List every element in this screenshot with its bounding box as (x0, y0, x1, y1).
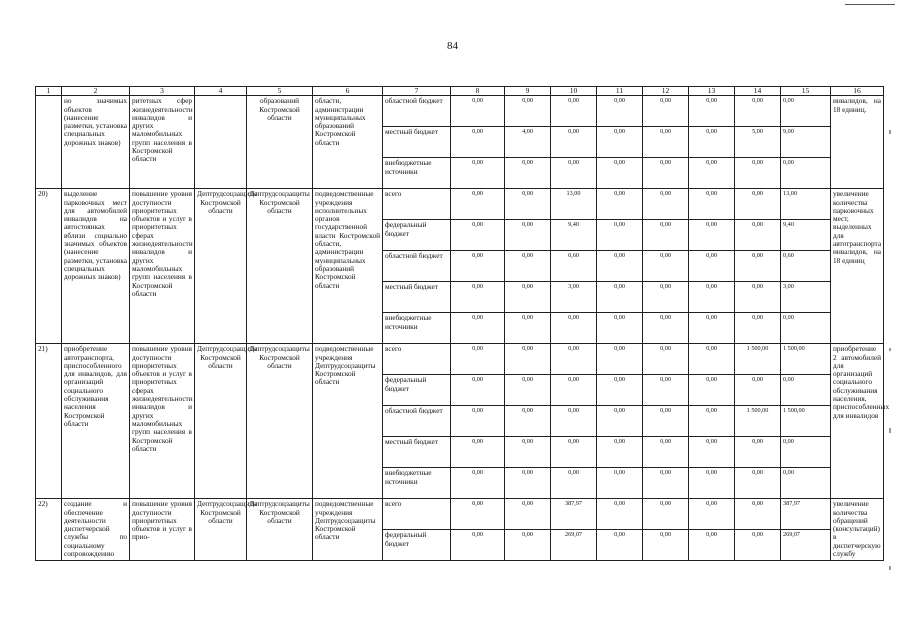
amount-cell: 0,00 (781, 313, 831, 344)
amount-cell: 0,00 (597, 313, 643, 344)
amount-cell: 0,00 (781, 468, 831, 499)
funding-source: всего (383, 499, 451, 530)
amount-cell: 3,00 (551, 282, 597, 313)
amount-cell: 0,00 (689, 313, 735, 344)
amount-cell: 0,00 (643, 158, 689, 189)
amount-cell: 0,00 (505, 158, 551, 189)
amount-cell: 0,60 (551, 251, 597, 282)
funding-source: внебюджетные источники (383, 158, 451, 189)
amount-cell: 0,00 (781, 375, 831, 406)
amount-cell: 0,00 (689, 468, 735, 499)
amount-cell: 0,00 (451, 499, 505, 530)
amount-cell: 0,00 (597, 499, 643, 530)
coexecutor: Дептрудсоцзащиты Костромской области (247, 189, 313, 344)
amount-cell: 0,00 (781, 96, 831, 127)
amount-cell: 0,00 (505, 406, 551, 437)
amount-cell: 0,00 (451, 437, 505, 468)
amount-cell: 0,00 (451, 158, 505, 189)
amount-cell: 0,00 (597, 530, 643, 561)
amount-cell: 0,00 (451, 375, 505, 406)
amount-cell: 0,00 (735, 251, 781, 282)
column-number: 6 (313, 87, 383, 96)
amount-cell: 0,00 (505, 499, 551, 530)
column-number: 5 (247, 87, 313, 96)
column-number: 15 (781, 87, 831, 96)
coexecutor: Дептрудсоцзащиты Костромской области (247, 499, 313, 561)
amount-cell: 0,00 (689, 251, 735, 282)
amount-cell: 0,00 (451, 468, 505, 499)
amount-cell: 387,97 (781, 499, 831, 530)
amount-cell: 0,00 (689, 189, 735, 220)
amount-cell: 269,07 (551, 530, 597, 561)
participants: подведомственные учреждения Дептрудсоцзащиты Костромской области (313, 344, 383, 499)
participants: подведомственные учреждения исполнительных органов государственной власти Костромской области, администрации муниципальных образований Костромской области (313, 189, 383, 344)
amount-cell: 0,00 (689, 158, 735, 189)
amount-cell: 0,00 (597, 251, 643, 282)
amount-cell: 0,00 (781, 158, 831, 189)
table-row (36, 96, 884, 127)
column-number: 16 (831, 87, 884, 96)
amount-cell: 0,00 (451, 530, 505, 561)
funding-source: местный бюджет (383, 127, 451, 158)
amount-cell: 0,00 (505, 220, 551, 251)
item-number: 21) (36, 344, 62, 499)
amount-cell: 0,00 (597, 158, 643, 189)
amount-cell: 0,00 (689, 499, 735, 530)
top-edge-line (845, 4, 895, 5)
responsible-executor: Дептрудсоцзащиты Костромской области (195, 189, 247, 344)
funding-source: всего (383, 344, 451, 375)
amount-cell: 0,00 (735, 437, 781, 468)
amount-cell: 0,00 (735, 499, 781, 530)
participants: подведомственные учреждения Дептрудсоцзащиты Костромской области (313, 499, 383, 561)
responsible-executor: Дептрудсоцзащиты Костромской области (195, 344, 247, 499)
amount-cell: 0,00 (451, 406, 505, 437)
amount-cell: 0,00 (451, 96, 505, 127)
coexecutor: Дептрудсоцзащиты Костромской области (247, 344, 313, 499)
amount-cell: 0,00 (505, 437, 551, 468)
amount-cell: 0,00 (643, 282, 689, 313)
funding-source: всего (383, 189, 451, 220)
amount-cell: 3,00 (781, 282, 831, 313)
amount-cell: 0,00 (643, 96, 689, 127)
amount-cell: 0,00 (643, 375, 689, 406)
amount-cell: 0,00 (689, 127, 735, 158)
amount-cell: 0,00 (451, 344, 505, 375)
amount-cell: 0,00 (597, 189, 643, 220)
measure-goal: повышение уровня доступности приоритетных объектов и услуг в приоритетных сферах жизнедеятельности инвалидов и других маломобильных групп населения в Костромской области (130, 344, 195, 499)
amount-cell: 0,00 (735, 530, 781, 561)
amount-cell: 13,00 (781, 189, 831, 220)
amount-cell: 0,00 (735, 375, 781, 406)
amount-cell: 0,00 (505, 282, 551, 313)
column-number: 7 (383, 87, 451, 96)
amount-cell: 0,00 (551, 127, 597, 158)
coexecutor: образований Костромской области (247, 96, 313, 189)
amount-cell: 0,00 (597, 406, 643, 437)
amount-cell: 1 500,00 (735, 406, 781, 437)
amount-cell: 0,00 (551, 375, 597, 406)
measure-goal: ритетных сфер жизнедеятельности инвалидов и других маломобильных групп населения в Костромской области (130, 96, 195, 189)
amount-cell: 0,00 (643, 313, 689, 344)
amount-cell: 0,00 (597, 344, 643, 375)
amount-cell: 1 500,00 (781, 344, 831, 375)
measure-goal: повышение уровня доступности приоритетных объектов и услуг в приоритетных сферах жизнедеятельности инвалидов и других маломобильных групп населения в Костромской области (130, 189, 195, 344)
amount-cell: 0,00 (505, 251, 551, 282)
funding-source: федеральный бюджет (383, 220, 451, 251)
amount-cell: 269,07 (781, 530, 831, 561)
funding-source: внебюджетные источники (383, 313, 451, 344)
amount-cell: 0,00 (451, 127, 505, 158)
responsible-executor (195, 96, 247, 189)
expected-result: приобретение 2 автомобилей для организаций социального обслуживания населения, приспособленных для инвалидов (831, 344, 884, 499)
amount-cell: 0,00 (597, 437, 643, 468)
column-number: 1 (36, 87, 62, 96)
column-number: 2 (62, 87, 130, 96)
amount-cell: 0,00 (505, 96, 551, 127)
program-table (35, 86, 890, 561)
amount-cell: 1 500,00 (735, 344, 781, 375)
amount-cell: 0,00 (643, 530, 689, 561)
amount-cell: 0,00 (597, 96, 643, 127)
amount-cell: 0,00 (689, 437, 735, 468)
column-number: 11 (597, 87, 643, 96)
amount-cell: 0,00 (505, 189, 551, 220)
amount-cell: 0,00 (597, 375, 643, 406)
amount-cell: 0,00 (689, 344, 735, 375)
amount-cell: 0,00 (735, 189, 781, 220)
column-number: 3 (130, 87, 195, 96)
amount-cell: 0,00 (689, 375, 735, 406)
amount-cell: 0,00 (551, 468, 597, 499)
amount-cell: 0,00 (643, 251, 689, 282)
amount-cell: 0,60 (781, 251, 831, 282)
scan-mark (889, 130, 891, 134)
amount-cell: 0,00 (689, 530, 735, 561)
amount-cell: 0,00 (551, 158, 597, 189)
funding-source: областной бюджет (383, 96, 451, 127)
amount-cell: 0,00 (551, 344, 597, 375)
amount-cell: 0,00 (643, 220, 689, 251)
amount-cell: 9,00 (781, 127, 831, 158)
amount-cell: 1 500,00 (781, 406, 831, 437)
amount-cell: 0,00 (735, 313, 781, 344)
amount-cell: 5,00 (735, 127, 781, 158)
amount-cell: 0,00 (643, 189, 689, 220)
expected-result: увеличение количества парковочных мест, выделенных для автотранспорта инвалидов, на 18 единиц (831, 189, 884, 344)
amount-cell: 0,00 (689, 406, 735, 437)
amount-cell: 387,97 (551, 499, 597, 530)
scan-mark (889, 428, 891, 433)
amount-cell: 0,00 (451, 189, 505, 220)
amount-cell: 0,00 (505, 530, 551, 561)
item-number: 20) (36, 189, 62, 344)
amount-cell: 13,00 (551, 189, 597, 220)
amount-cell: 0,00 (505, 468, 551, 499)
amount-cell: 0,00 (597, 282, 643, 313)
amount-cell: 0,00 (505, 375, 551, 406)
funding-source: внебюджетные источники (383, 468, 451, 499)
amount-cell: 0,00 (451, 251, 505, 282)
amount-cell: 0,00 (451, 313, 505, 344)
amount-cell: 0,00 (643, 406, 689, 437)
measure-goal: повышение уровня доступности приоритетных объектов и услуг в прио- (130, 499, 195, 561)
amount-cell: 0,00 (505, 344, 551, 375)
table-row (36, 499, 884, 530)
measure-name: но значимых объектов (нанесение разметки, установка специальных дорожных знаков) (62, 96, 130, 189)
funding-source: федеральный бюджет (383, 530, 451, 561)
amount-cell: 0,00 (643, 127, 689, 158)
column-number: 14 (735, 87, 781, 96)
column-number-row (36, 87, 884, 96)
amount-cell: 0,00 (689, 220, 735, 251)
amount-cell: 0,00 (735, 468, 781, 499)
amount-cell: 0,00 (643, 468, 689, 499)
amount-cell: 0,00 (643, 499, 689, 530)
measure-name: приобретение автотранспорта, приспособленного для инвалидов, для организаций социального обслуживания населения Костромской области (62, 344, 130, 499)
amount-cell: 0,00 (735, 220, 781, 251)
column-number: 4 (195, 87, 247, 96)
table-row (36, 344, 884, 375)
measure-name: выделение парковочных мест для автомобилей инвалидов на автостоянках вблизи социально значимых объектов (нанесение разметки, установка специальных дорожных знаков) (62, 189, 130, 344)
expected-result: увеличение количества обращений (консультаций) в диспетчерскую службу (831, 499, 884, 561)
amount-cell: 0,00 (735, 282, 781, 313)
column-number: 10 (551, 87, 597, 96)
amount-cell: 0,00 (735, 96, 781, 127)
amount-cell: 9,40 (781, 220, 831, 251)
column-number: 8 (451, 87, 505, 96)
measure-name: создание и обеспечение деятельности диспетчерской службы по социальному сопровождению (62, 499, 130, 561)
amount-cell: 0,00 (781, 437, 831, 468)
amount-cell: 0,00 (689, 96, 735, 127)
column-number: 12 (643, 87, 689, 96)
funding-source: федеральный бюджет (383, 375, 451, 406)
amount-cell: 0,00 (643, 437, 689, 468)
amount-cell: 0,00 (551, 437, 597, 468)
amount-cell: 0,00 (735, 158, 781, 189)
column-number: 9 (505, 87, 551, 96)
column-number: 13 (689, 87, 735, 96)
funding-source: областной бюджет (383, 406, 451, 437)
participants: области, администрации муниципальных образований Костромской области (313, 96, 383, 189)
amount-cell: 0,00 (597, 468, 643, 499)
amount-cell: 0,00 (505, 313, 551, 344)
expected-result: инвалидов, на 18 единиц. (831, 96, 884, 189)
item-number (36, 96, 62, 189)
amount-cell: 0,00 (643, 344, 689, 375)
funding-source: областной бюджет (383, 251, 451, 282)
amount-cell: 0,00 (451, 220, 505, 251)
amount-cell: 0,00 (551, 96, 597, 127)
amount-cell: 9,40 (551, 220, 597, 251)
amount-cell: 0,00 (551, 313, 597, 344)
funding-source: местный бюджет (383, 282, 451, 313)
amount-cell: 0,00 (597, 127, 643, 158)
amount-cell: 0,00 (597, 220, 643, 251)
table-row (36, 189, 884, 220)
scan-mark (889, 348, 891, 351)
funding-source: местный бюджет (383, 437, 451, 468)
scan-mark (889, 566, 891, 570)
amount-cell: 0,00 (451, 282, 505, 313)
item-number: 22) (36, 499, 62, 561)
page-number: 84 (447, 40, 458, 52)
responsible-executor: Дептрудсоцзащиты Костромской области (195, 499, 247, 561)
amount-cell: 0,00 (551, 406, 597, 437)
amount-cell: 4,00 (505, 127, 551, 158)
amount-cell: 0,00 (689, 282, 735, 313)
